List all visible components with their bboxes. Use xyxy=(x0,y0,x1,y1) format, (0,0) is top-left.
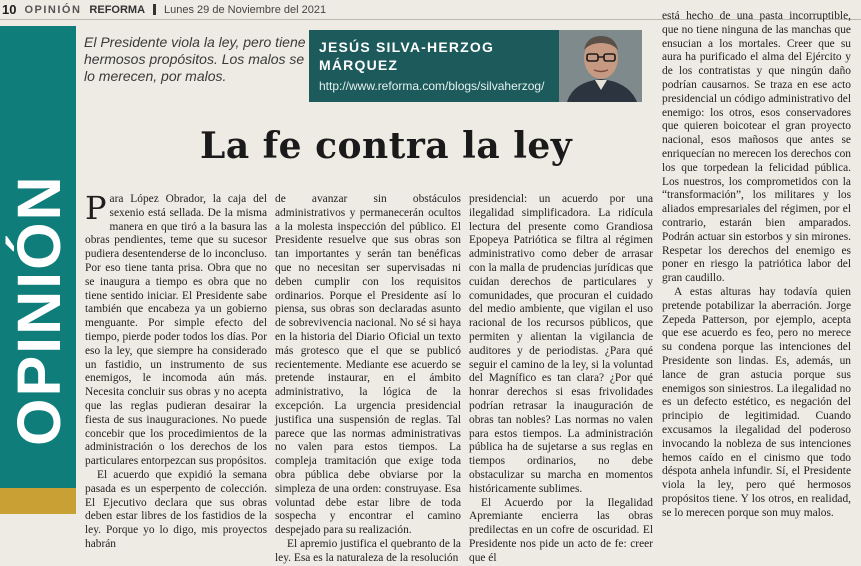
sidebar-accent-bar xyxy=(0,488,76,514)
paragraph: A estas alturas hay todavía quien pretende potabilizar la aberración. Jorge Zepeda Patterson, por ejemplo, acepta que ese acuerdo es feo, pero no merece su condena porque las intenciones del Presidente son lindas. Es, además, un lance de gran astucia porque sus enemigos son siniestros. La ilegalidad no es un defecto estético, es negación del principio de legitimidad. Cuando excusamos la ilegalidad del poderoso invocando la nobleza de sus intenciones hemos caído en el cinismo que todo déspota anhela infundir. Sí, el Presidente viola la ley, pero qué hermosos propósitos tiene. Y los otros, en realidad, se lo merecen porque son muy malos. xyxy=(662,285,851,519)
author-name: JESÚS SILVA-HERZOG MÁRQUEZ xyxy=(319,39,495,73)
section-name: OPINIÓN xyxy=(24,3,82,16)
article-headline: La fe contra la ley xyxy=(200,125,573,167)
sidebar-label: OPINIÓN xyxy=(5,174,73,446)
paragraph: El apremio justifica el quebranto de la ley. Esa es la naturaleza de la resolución xyxy=(275,537,461,564)
section-sidebar xyxy=(0,26,76,488)
publication-name: REFORMA xyxy=(89,3,146,16)
publication-date: Lunes 29 de Noviembre del 2021 xyxy=(164,3,327,16)
paragraph: está hecho de una pasta incorruptible, que no tiene ninguna de las manchas que ensucian a los mortales. Creer que su aura ha purificado el alma del Ejército y de los contratistas y que ningún daño podrían causarnos. Se traza en ese acto presidencial un código administrativo del enemigo: los otros, esos conservadores que quieren boicotear el gran proyecto nacional, esos mañosos que antes se enriquecían no merecen los derechos con los que torpedean la felicidad pública. Los nuestros, los comprometidos con la “transformación”, los militares y los aliados empresariales del régimen, por el contrario, estarán bien amparados. Podrán actuar sin estorbos y sin mirones. Respetar los derechos del enemigo es poner en riesgo la patriótica labor del gran caudillo. xyxy=(662,10,851,285)
author-url[interactable]: http://www.reforma.com/blogs/silvaherzog/ xyxy=(319,79,545,93)
paragraph xyxy=(85,189,267,469)
header-separator xyxy=(153,4,156,15)
paragraph: El acuerdo que expidió la semana pasada es un esperpento de colección. El Ejecutivo declara que sus obras deben estar libres de los fastidios de la ley. Porque yo lo digo, mis proyectos habrán xyxy=(85,468,267,550)
author-box xyxy=(309,30,642,102)
article-column-3 xyxy=(469,193,653,566)
article-column-1 xyxy=(85,189,267,552)
drop-cap: P xyxy=(85,189,107,227)
author-photo xyxy=(559,30,642,102)
pull-quote: El Presidente viola la ley, pero tiene hermosos propósitos. Los malos se lo merecen, por malos. xyxy=(84,34,306,84)
paragraph-text: ara López Obrador, la caja del sexenio está sellada. De la misma manera en que tiró a la basura las obras pendientes, teme que su sucesor pudiera desentenderse de lo inconcluso. Por eso tiene tanta prisa. Obra que no se inaugura a tiempo es obra que no tiene sentido iniciar. El Presidente sabe también que encabeza ya un gobierno menguante. Por simple efecto del tiempo, pierde poder todos los días. Por eso la ley, que siempre ha considerado un fastidio, un instrumento de sus enemigos, le incomoda aún más. Necesita concluir sus obras y no acepta que las reglas pudieran desairar la fiesta de sus inauguraciones. No puede concebir que los procedimientos de la administración o los derechos de los particulares entorpezcan sus propósitos. xyxy=(85,193,267,468)
article-column-2 xyxy=(275,193,461,566)
paragraph: El Acuerdo por la Ilegalidad Apremiante encierra las obras predilectas en un cofre de oscuridad. El Presidente nos pide un acto de fe: creer que él xyxy=(469,496,653,564)
paragraph: presidencial: un acuerdo por una ilegalidad simplificadora. La ridícula lectura del presente como Grandiosa Epopeya Patriótica se filtra al régimen administrativo como deber de arrasar con la malla de prudencias jurídicas que cuidan derechos de particulares y comunidades, que procuran el cuidado del medio ambiente, que vigilan el uso racional de los recursos públicos, que permiten y alientan la vigilancia de auditores y de periodistas. ¿Para qué seguir el camino de la ley, si la voluntad del Magnífico es tan clara? ¿Por qué honrar derechos si esas frivolidades podrían retrasar la inauguración de obras tan nobles? Las normas no valen para estos tiempos. La administración pública ha de sujetarse a sus reglas en tiempos ordinarios, no debe obstaculizar su marcha en momentos históricamente sublimes. xyxy=(469,193,653,495)
page-number: 10 xyxy=(2,2,17,17)
paragraph: de avanzar sin obstáculos administrativos y permanecerán ocultos a la molesta inspección del público. El Presidente resuelve que sus obras son tan importantes y serán tan benéficas que no necesitan ser supervisadas ni deben cumplir con los requisitos ordinarios. Porque el Presidente así lo piensa, sus obras son declaradas asunto de sobrevivencia nacional. No sé si haya en la historia del Diario Oficial un texto más grotesco que el que se publicó recientemente. Mediante ese acuerdo se pretende instaurar, en el ámbito administrativo, la lógica de la excepción. La urgencia presidencial justifica una suspensión de reglas. Tal parece que las normas administrativas no valen para estos tiempos. La compleja tramitación que exige toda obra pública debe obviarse por la simpleza de una orden: construyase. Esa voluntad debe estar libre de toda sospecha y encontrar el camino despejado para su realización. xyxy=(275,193,461,537)
article-column-4 xyxy=(662,10,851,520)
